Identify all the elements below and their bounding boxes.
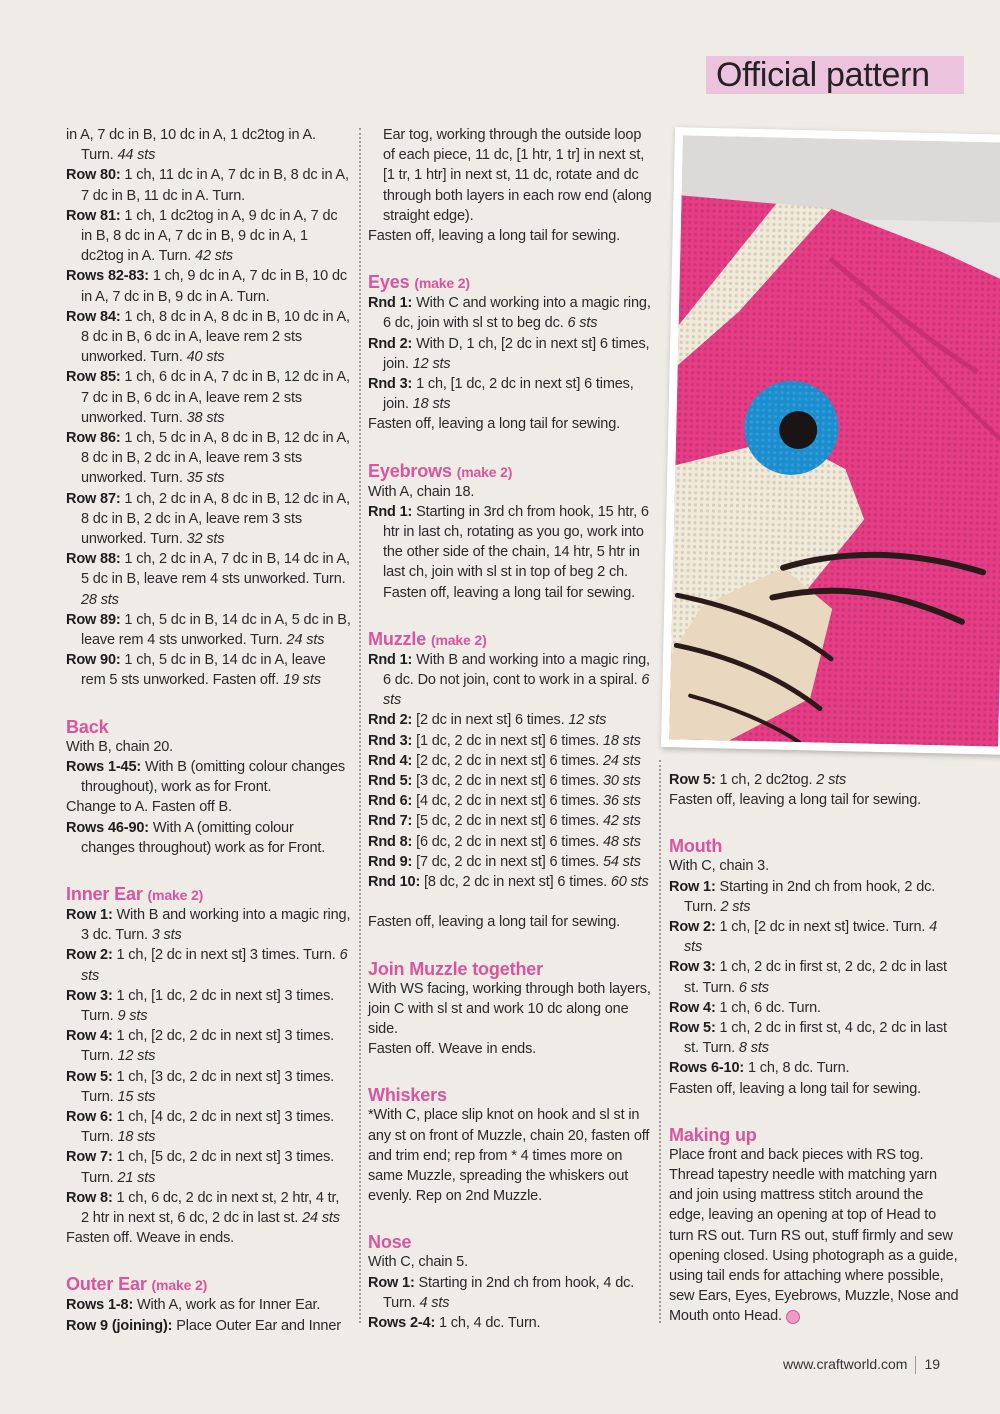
footer-divider bbox=[915, 1356, 916, 1374]
column-1 bbox=[66, 125, 351, 1336]
page-footer bbox=[783, 1356, 940, 1374]
pattern-line: With A, chain 18. bbox=[368, 483, 475, 500]
pattern-line: Fasten off. Weave in ends. bbox=[66, 1230, 235, 1247]
section-heading-nose: Nose bbox=[368, 1232, 412, 1253]
pattern-row: Row 81: 1 ch, 1 dc2tog in A, 9 dc in A, 7 dc in B, 8 dc in A, 7 dc in B, 9 dc in A, 1 dc2tog in A. Turn. 42 sts bbox=[66, 207, 338, 265]
product-photo bbox=[661, 127, 1000, 755]
pattern-row: Rnd 2: [2 dc in next st] 6 times. 12 sts bbox=[368, 712, 607, 729]
section-heading-eyes: Eyes (make 2) bbox=[368, 272, 470, 293]
pattern-row: Rows 6-10: 1 ch, 8 dc. Turn. bbox=[669, 1060, 850, 1077]
column-divider bbox=[359, 128, 361, 1323]
pattern-line: Fasten off, leaving a long tail for sewing. bbox=[368, 228, 621, 245]
pattern-row: Rnd 1: With B and working into a magic ring, 6 dc. Do not join, cont to work in a spiral. 6 sts bbox=[368, 651, 650, 709]
pattern-row: Rows 1-8: With A, work as for Inner Ear. bbox=[66, 1297, 321, 1314]
pattern-row: Rnd 3: [1 dc, 2 dc in next st] 6 times. 18 sts bbox=[368, 732, 641, 749]
section-heading-eyebrows: Eyebrows (make 2) bbox=[368, 460, 513, 481]
pattern-line: Fasten off. Weave in ends. bbox=[368, 1041, 537, 1058]
section-heading-muzzle: Muzzle (make 2) bbox=[368, 628, 487, 649]
pattern-line: With C, chain 3. bbox=[669, 858, 769, 875]
pattern-row: Row 90: 1 ch, 5 dc in B, 14 dc in A, leave rem 5 sts unworked. Fasten off. 19 sts bbox=[66, 652, 326, 689]
pattern-row: Row 3: 1 ch, [1 dc, 2 dc in next st] 3 times. Turn. 9 sts bbox=[66, 987, 335, 1024]
pattern-line: Fasten off, leaving a long tail for sewing. bbox=[669, 1080, 922, 1097]
pattern-row: Rows 46-90: With A (omitting colour changes throughout) work as for Front. bbox=[66, 819, 326, 856]
pattern-row: Row 9 (joining): Place Outer Ear and Inner bbox=[66, 1317, 341, 1334]
pattern-row: Row 1: Starting in 2nd ch from hook, 2 dc. Turn. 2 sts bbox=[669, 878, 936, 915]
pattern-row: Rnd 1: With C and working into a magic ring, 6 dc, join with sl st to beg dc. 6 sts bbox=[368, 295, 651, 332]
column-divider bbox=[659, 760, 661, 1323]
pattern-row: Rnd 7: [5 dc, 2 dc in next st] 6 times. 42 sts bbox=[368, 813, 641, 830]
pattern-row: Row 6: 1 ch, [4 dc, 2 dc in next st] 3 times. Turn. 18 sts bbox=[66, 1108, 335, 1146]
pattern-row: Rnd 9: [7 dc, 2 dc in next st] 6 times. 54 sts bbox=[368, 853, 641, 870]
pattern-row: Row 80: 1 ch, 11 dc in A, 7 dc in B, 8 dc in A, 7 dc in B, 11 dc in A. Turn. bbox=[66, 167, 349, 204]
pattern-row: Rnd 3: 1 ch, [1 dc, 2 dc in next st] 6 times, join. 18 sts bbox=[368, 376, 634, 413]
pattern-row: Rows 82-83: 1 ch, 9 dc in A, 7 dc in B, 10 dc in A, 7 dc in B, 9 dc in A. Turn. bbox=[66, 268, 347, 305]
pattern-row: Row 7: 1 ch, [5 dc, 2 dc in next st] 3 times. Turn. 21 sts bbox=[66, 1149, 335, 1186]
pattern-line: Change to A. Fasten off B. bbox=[66, 799, 232, 816]
section-heading-mouth: Mouth bbox=[669, 836, 723, 857]
section-heading-back: Back bbox=[66, 716, 109, 737]
pattern-row: Row 88: 1 ch, 2 dc in A, 7 dc in B, 14 dc in A, 5 dc in B, leave rem 4 sts unworked. Turn. 28 sts bbox=[66, 551, 350, 608]
pattern-row: Row 4: 1 ch, 6 dc. Turn. bbox=[669, 999, 821, 1016]
pattern-line: Fasten off, leaving a long tail for sewing. bbox=[368, 914, 621, 931]
pattern-row: Row 87: 1 ch, 2 dc in A, 8 dc in B, 12 dc in A, 8 dc in B, 2 dc in A, leave rem 3 sts unworked. Turn. 32 sts bbox=[66, 490, 350, 548]
section-heading-outer-ear: Outer Ear (make 2) bbox=[66, 1274, 208, 1295]
page-banner: Official pattern bbox=[706, 56, 964, 94]
pattern-row: Row 5: 1 ch, 2 dc in first st, 4 dc, 2 dc in last st. Turn. 8 sts bbox=[669, 1020, 947, 1057]
pattern-row: Rnd 1: Starting in 3rd ch from hook, 15 htr, 6 htr in last ch, rotating as you go, work into the other side of the chain, 14 htr, 5 htr in last ch, join with sl st in top of beg 2 ch. Fasten off, leaving a long tail for sewing. bbox=[368, 503, 649, 601]
pattern-row: Row 85: 1 ch, 6 dc in A, 7 dc in B, 12 dc in A, 7 dc in B, 6 dc in A, leave rem 2 sts unworked. Turn. 38 sts bbox=[66, 369, 350, 426]
pattern-row: Row 2: 1 ch, [2 dc in next st] twice. Turn. 4 sts bbox=[669, 919, 938, 956]
pattern-row: Row 4: 1 ch, [2 dc, 2 dc in next st] 3 times. Turn. 12 sts bbox=[66, 1028, 335, 1065]
section-heading-whiskers: Whiskers bbox=[368, 1085, 447, 1106]
pattern-line: Fasten off, leaving a long tail for sewing. bbox=[669, 792, 922, 809]
pattern-line: With WS facing, working through both layers, join C with sl st and work 10 dc along one side. bbox=[368, 980, 651, 1037]
pattern-row: Row 2: 1 ch, [2 dc in next st] 3 times. Turn. 6 sts bbox=[66, 947, 348, 984]
pattern-row: Row 1: With B and working into a magic ring, 3 dc. Turn. 3 sts bbox=[66, 906, 351, 944]
pattern-row: Row 84: 1 ch, 8 dc in A, 8 dc in B, 10 dc in A, 8 dc in B, 6 dc in A, leave rem 2 sts unworked. Turn. 40 sts bbox=[66, 308, 350, 366]
pattern-row: Rnd 10: [8 dc, 2 dc in next st] 6 times. 60 sts bbox=[368, 874, 649, 891]
pattern-line: Place front and back pieces with RS tog. Thread tapestry needle with matching yarn and join using mattress stitch around the edge, leaving an opening at top of Head to turn RS out. Turn RS out, stuff firmly and sew opening closed. Using photograph as a guide, using tail ends for attaching where possible, sew Ears, Eyes, Eyebrows, Muzzle, Nose and Mouth onto Head. bbox=[669, 1146, 959, 1325]
section-heading-join-muzzle: Join Muzzle together bbox=[368, 958, 544, 979]
crochet-cat-illustration bbox=[669, 135, 1000, 746]
column-2 bbox=[368, 125, 653, 1333]
pattern-row: in A, 7 dc in B, 10 dc in A, 1 dc2tog in A. Turn. 44 sts bbox=[66, 127, 316, 164]
pattern-row: Rows 1-45: With B (omitting colour changes throughout), work as for Front. bbox=[66, 758, 345, 796]
pattern-row: Rnd 6: [4 dc, 2 dc in next st] 6 times. 36 sts bbox=[368, 793, 641, 810]
pattern-row: Rnd 2: With D, 1 ch, [2 dc in next st] 6 times, join. 12 sts bbox=[368, 335, 650, 372]
pattern-row: Row 89: 1 ch, 5 dc in B, 14 dc in A, 5 dc in B, leave rem 4 sts unworked. Turn. 24 sts bbox=[66, 611, 351, 649]
pattern-line: With C, chain 5. bbox=[368, 1254, 468, 1271]
pattern-line: *With C, place slip knot on hook and sl st in any st on front of Muzzle, chain 20, fasten off and trim end; rep from * 4 times more on same Muzzle, spreading the whiskers out evenly. Rep on 2nd Muzzle. bbox=[368, 1107, 650, 1205]
pattern-row: Row 3: 1 ch, 2 dc in first st, 2 dc, 2 dc in last st. Turn. 6 sts bbox=[669, 959, 947, 996]
pattern-line: With B, chain 20. bbox=[66, 738, 174, 755]
page-number: 19 bbox=[924, 1356, 941, 1372]
pattern-line: Ear tog, working through the outside loop of each piece, 11 dc, [1 htr, 1 tr] in next st, [1 tr, 1 htr] in next st, 11 dc, rotate and dc through both layers in each row end (along straight edge). bbox=[383, 127, 652, 224]
pattern-row: Rows 2-4: 1 ch, 4 dc. Turn. bbox=[368, 1314, 541, 1331]
pattern-row: Row 5: 1 ch, [3 dc, 2 dc in next st] 3 times. Turn. 15 sts bbox=[66, 1068, 335, 1105]
pattern-row: Row 5: 1 ch, 2 dc2tog. 2 sts bbox=[669, 772, 847, 788]
pattern-row: Rnd 8: [6 dc, 2 dc in next st] 6 times. 48 sts bbox=[368, 833, 641, 850]
pattern-row: Row 1: Starting in 2nd ch from hook, 4 dc. Turn. 4 sts bbox=[368, 1274, 635, 1311]
footer-url[interactable]: www.craftworld.com bbox=[783, 1356, 908, 1372]
column-3 bbox=[669, 770, 959, 1327]
pattern-row: Row 8: 1 ch, 6 dc, 2 dc in next st, 2 htr, 4 tr, 2 htr in next st, 6 dc, 2 dc in last st. 24 sts bbox=[66, 1189, 340, 1226]
section-heading-making-up: Making up bbox=[669, 1124, 757, 1145]
pattern-line: Fasten off, leaving a long tail for sewing. bbox=[368, 416, 621, 433]
section-heading-inner-ear: Inner Ear (make 2) bbox=[66, 883, 204, 904]
yarn-ball-icon bbox=[786, 1310, 800, 1324]
pattern-row: Rnd 4: [2 dc, 2 dc in next st] 6 times. 24 sts bbox=[368, 752, 641, 769]
pattern-row: Rnd 5: [3 dc, 2 dc in next st] 6 times. 30 sts bbox=[368, 773, 641, 790]
pattern-row: Row 86: 1 ch, 5 dc in A, 8 dc in B, 12 dc in A, 8 dc in B, 2 dc in A, leave rem 3 sts unworked. Turn. 35 sts bbox=[66, 430, 350, 487]
